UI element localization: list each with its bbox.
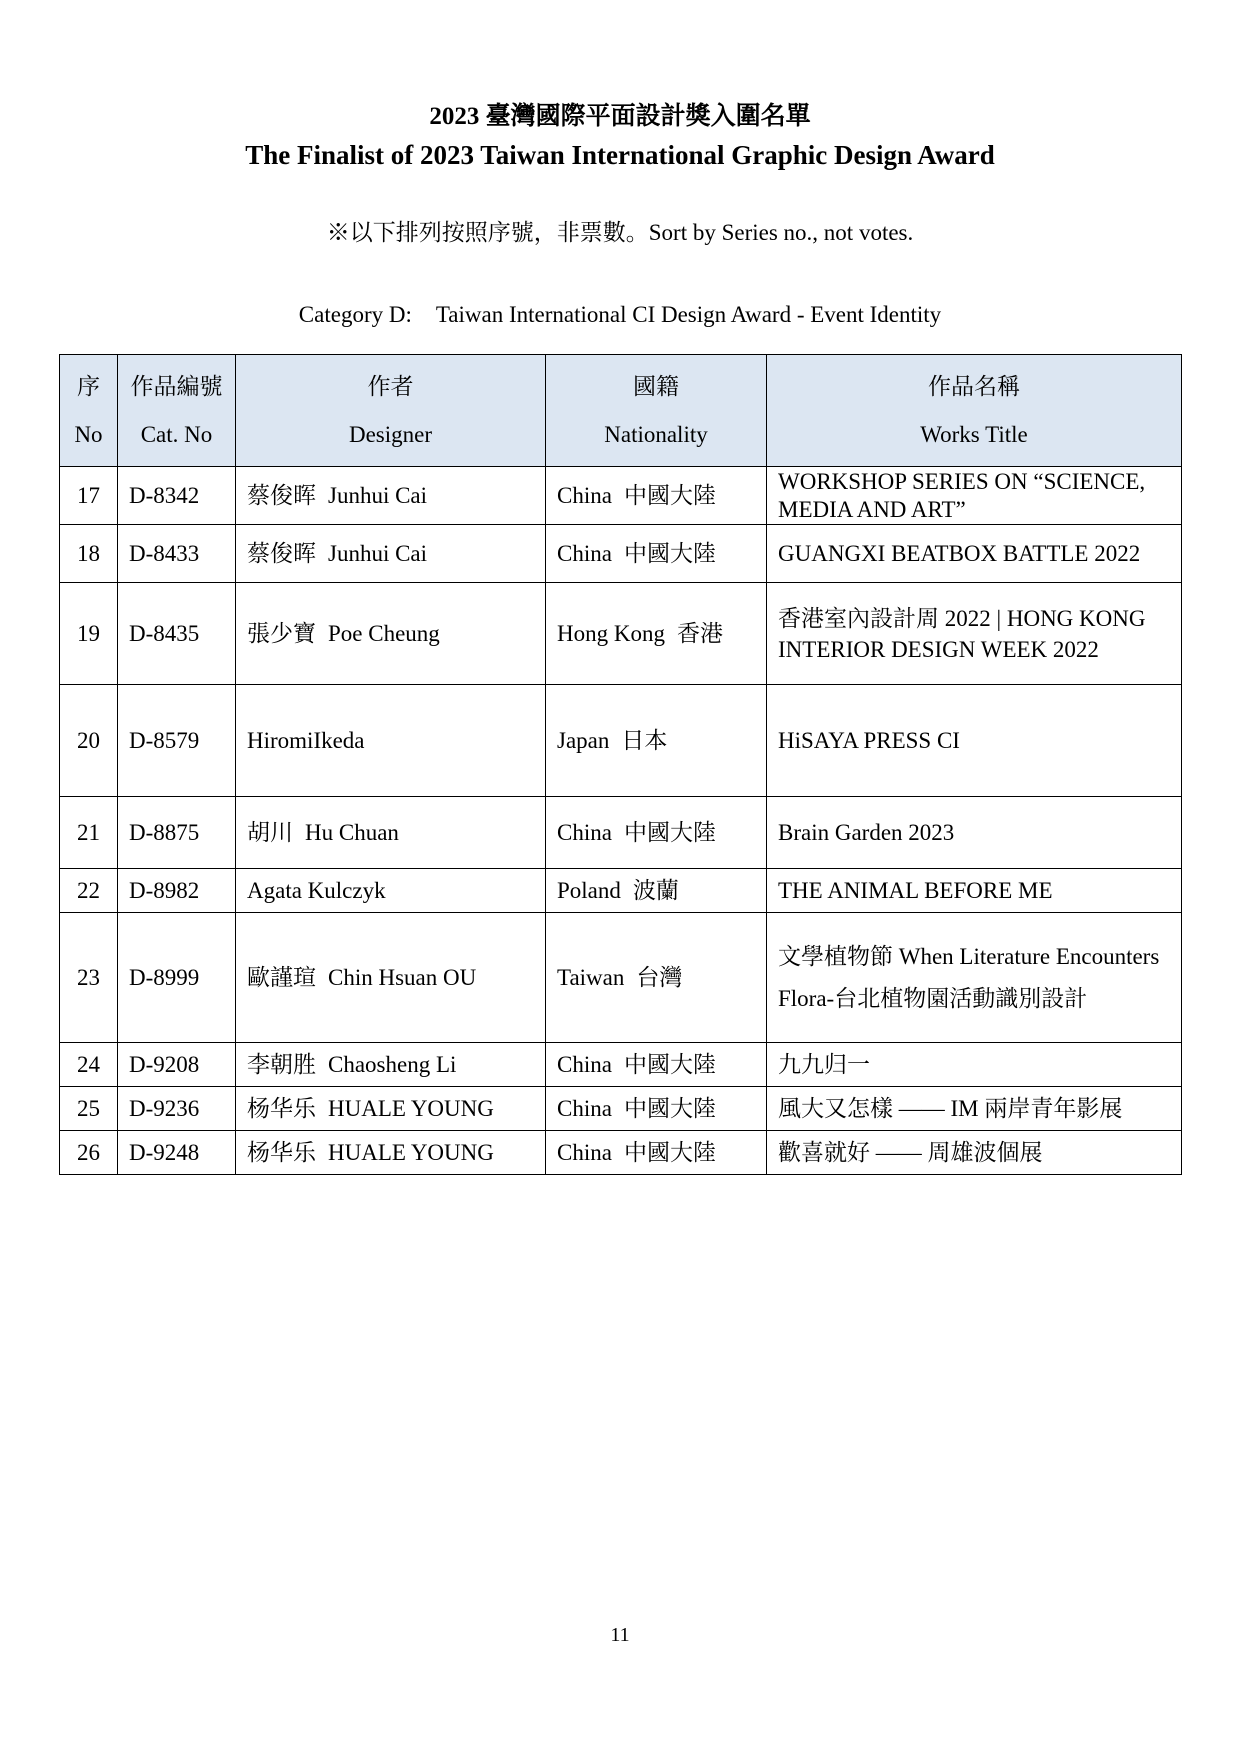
row-works-title: 風大又怎樣 —— IM 兩岸青年影展 [767,1087,1182,1131]
row-nationality: China 中國大陸 [546,1087,767,1131]
row-works-title: HiSAYA PRESS CI [767,685,1182,797]
table-row [60,797,1182,869]
row-designer: 歐謹瑄 Chin Hsuan OU [236,913,546,1043]
table-row [60,1043,1182,1087]
row-cat-no: D-8875 [118,797,236,869]
row-designer: 蔡俊晖 Junhui Cai [236,467,546,525]
row-cat-no: D-9248 [118,1131,236,1175]
table-row [60,1087,1182,1131]
header-no: 序 No [60,355,118,467]
row-cat-no: D-8435 [118,583,236,685]
row-designer: 蔡俊晖 Junhui Cai [236,525,546,583]
row-no: 22 [60,869,118,913]
row-nationality: China 中國大陸 [546,525,767,583]
row-works-title: 歡喜就好 —— 周雄波個展 [767,1131,1182,1175]
page-title-english: The Finalist of 2023 Taiwan International Graphic Design Award [245,140,995,170]
row-nationality: China 中國大陸 [546,467,767,525]
row-cat-no: D-8982 [118,869,236,913]
row-works-title: 文學植物節 When Literature Encounters Flora-台北植物園活動識別設計 [767,913,1182,1043]
row-nationality: Hong Kong 香港 [546,583,767,685]
row-no: 21 [60,797,118,869]
row-nationality: Taiwan 台灣 [546,913,767,1043]
table-row [60,1131,1182,1175]
table-row [60,467,1182,525]
table-row [60,869,1182,913]
row-no: 25 [60,1087,118,1131]
table-header-row [60,355,1182,467]
row-no: 24 [60,1043,118,1087]
header-nationality: 國籍 Nationality [546,355,767,467]
row-designer: 李朝胜 Chaosheng Li [236,1043,546,1087]
category-heading [0,302,1240,328]
row-nationality: China 中國大陸 [546,1043,767,1087]
row-works-title: 九九归一 [767,1043,1182,1087]
row-works-title: GUANGXI BEATBOX BATTLE 2022 [767,525,1182,583]
row-works-title: Brain Garden 2023 [767,797,1182,869]
row-no: 26 [60,1131,118,1175]
row-no: 20 [60,685,118,797]
row-designer: 杨华乐 HUALE YOUNG [236,1131,546,1175]
row-designer: 胡川 Hu Chuan [236,797,546,869]
row-cat-no: D-9236 [118,1087,236,1131]
row-no: 17 [60,467,118,525]
row-works-title: 香港室內設計周 2022 | HONG KONG INTERIOR DESIGN WEEK 2022 [767,583,1182,685]
row-designer: 杨华乐 HUALE YOUNG [236,1087,546,1131]
finalist-table [59,354,1182,1175]
row-designer: Agata Kulczyk [236,869,546,913]
row-designer: 張少寶 Poe Cheung [236,583,546,685]
row-nationality: Japan 日本 [546,685,767,797]
header-designer: 作者 Designer [236,355,546,467]
row-cat-no: D-8433 [118,525,236,583]
row-no: 19 [60,583,118,685]
row-cat-no: D-8579 [118,685,236,797]
page-number: 11 [610,1624,630,1646]
table-row [60,913,1182,1043]
page-title-chinese: 2023 臺灣國際平面設計獎入圍名單 [429,103,811,130]
header-cat-no: 作品編號 Cat. No [118,355,236,467]
row-nationality: China 中國大陸 [546,797,767,869]
row-designer: HiromiIkeda [236,685,546,797]
row-works-title: WORKSHOP SERIES ON “SCIENCE, MEDIA AND ART” [767,467,1182,525]
row-works-title: THE ANIMAL BEFORE ME [767,869,1182,913]
row-no: 18 [60,525,118,583]
category-label: Category D: [298,302,412,327]
category-name: Taiwan International CI Design Award - Event Identity [435,302,942,327]
table-row [60,685,1182,797]
header-works-title: 作品名稱 Works Title [767,355,1182,467]
row-cat-no: D-8999 [118,913,236,1043]
table-row [60,525,1182,583]
row-cat-no: D-9208 [118,1043,236,1087]
row-nationality: China 中國大陸 [546,1131,767,1175]
sort-note: ※以下排列按照序號，非票數。Sort by Series no., not votes. [326,220,914,245]
row-nationality: Poland 波蘭 [546,869,767,913]
row-no: 23 [60,913,118,1043]
table-row [60,583,1182,685]
row-cat-no: D-8342 [118,467,236,525]
